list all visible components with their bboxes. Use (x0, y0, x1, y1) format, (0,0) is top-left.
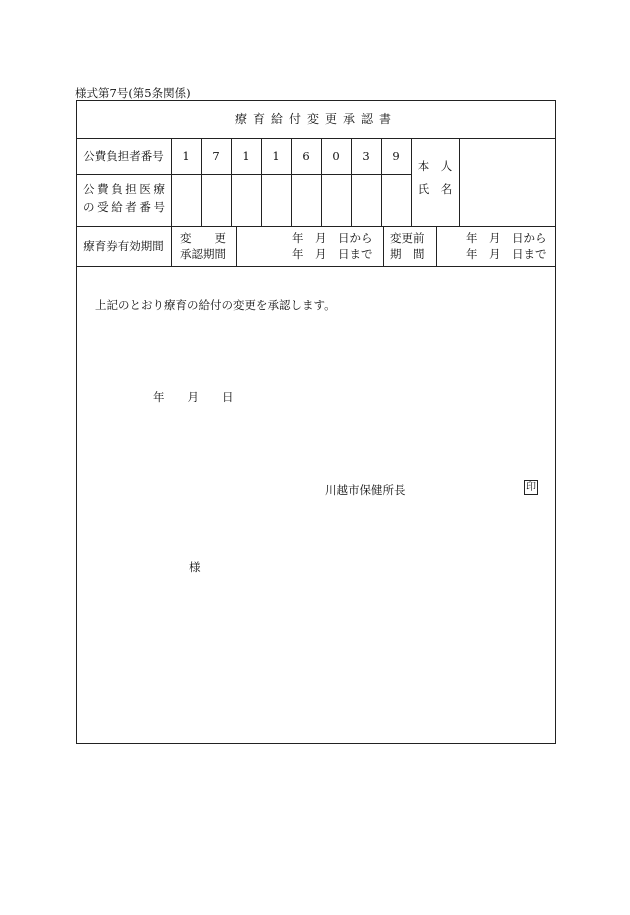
burden-number-label: 公費負担者番号 (83, 149, 164, 163)
seal-stamp: 印 (526, 482, 536, 493)
table-rule (459, 138, 460, 226)
approval-period-from: 年 月 日から (292, 231, 373, 245)
burden-number-digit: 0 (332, 149, 340, 163)
burden-number-digit: 1 (182, 149, 190, 163)
form-number-label: 様式第7号(第5条関係) (75, 86, 191, 100)
issuer-name: 川越市保健所長 (325, 483, 406, 497)
before-change-label-line1: 変更前 (390, 231, 425, 245)
burden-number-digit: 3 (362, 149, 370, 163)
change-approval-label-line2: 承認期間 (180, 247, 226, 261)
change-approval-label-line1: 変 更 (180, 231, 226, 245)
approval-period-to: 年 月 日まで (292, 247, 373, 261)
table-rule (383, 226, 384, 266)
issue-date: 年 月 日 (153, 390, 234, 404)
table-rule (436, 226, 437, 266)
burden-number-digit: 1 (272, 149, 280, 163)
table-rule (76, 174, 412, 175)
person-name-label-line1: 本 人 (417, 159, 453, 173)
burden-number-digit: 1 (242, 149, 250, 163)
burden-number-digit: 7 (212, 149, 220, 163)
burden-number-digit: 6 (302, 149, 310, 163)
before-period-to: 年 月 日まで (466, 247, 547, 261)
person-name-label-line2: 氏 名 (417, 182, 453, 196)
before-period-from: 年 月 日から (466, 231, 547, 245)
table-rule (236, 226, 237, 266)
validity-period-label: 療育券有効期間 (83, 239, 164, 253)
document-title: 療育給付変更承認書 (234, 112, 397, 126)
addressee-suffix: 様 (189, 560, 201, 574)
recipient-number-label-line2: の受給者番号 (83, 200, 165, 214)
before-change-label-line2: 期 間 (390, 247, 425, 261)
approval-statement: 上記のとおり療育の給付の変更を承認します。 (95, 298, 336, 312)
burden-number-digit: 9 (392, 149, 400, 163)
table-rule (76, 266, 556, 267)
recipient-number-label-line1: 公費負担医療 (83, 182, 165, 196)
